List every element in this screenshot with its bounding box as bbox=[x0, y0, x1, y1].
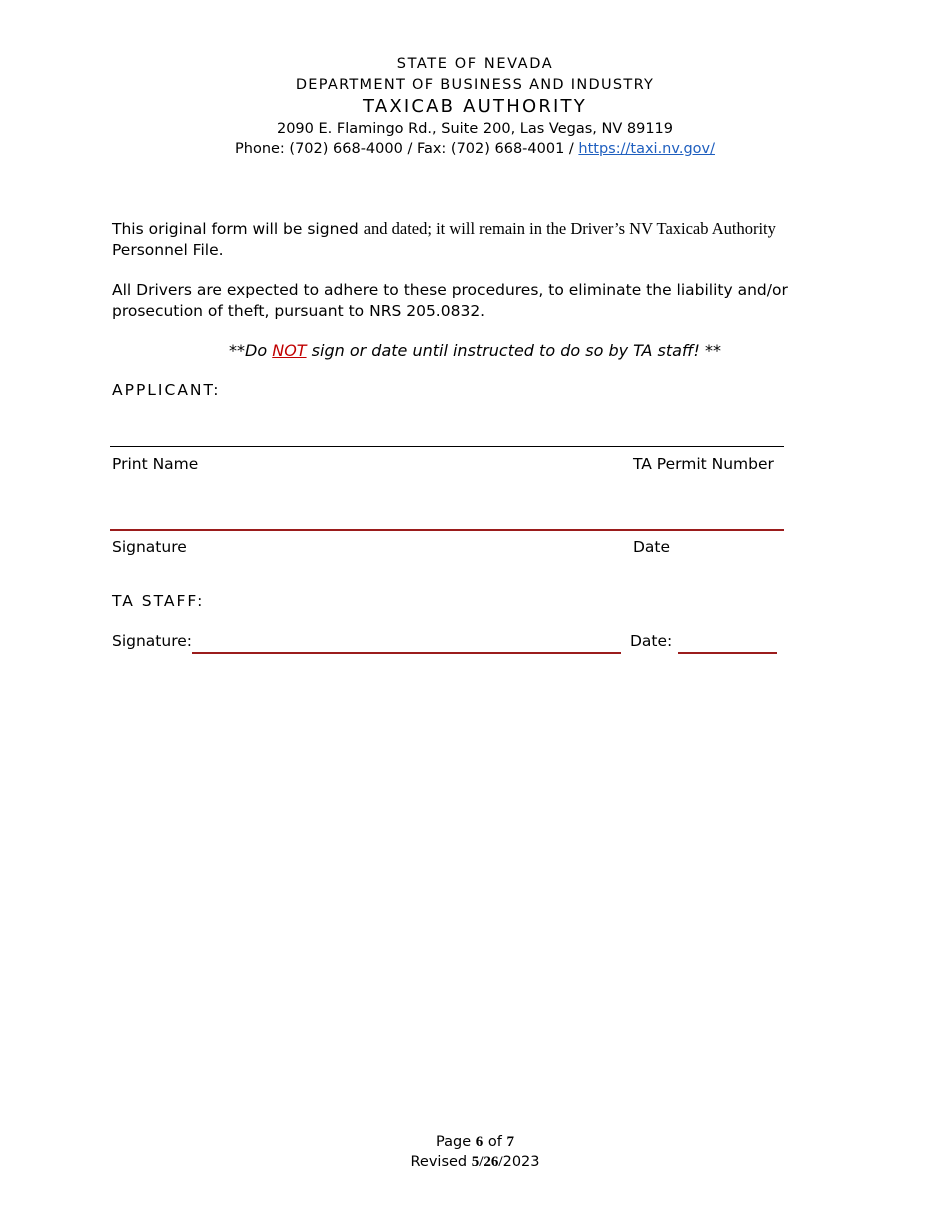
page-number bbox=[0, 1134, 950, 1151]
header-agency: TAXICAB AUTHORITY bbox=[363, 96, 587, 117]
staff-signature-label: Signature: bbox=[112, 632, 192, 650]
revised-month-day: 5/26/ bbox=[471, 1154, 503, 1170]
notice-prefix: **Do bbox=[229, 341, 273, 360]
header-phone-fax: Phone: (702) 668-4000 / Fax: (702) 668-4001 / bbox=[235, 141, 579, 157]
staff-date-label: Date: bbox=[630, 632, 673, 650]
print-name-line[interactable] bbox=[110, 446, 784, 447]
staff-heading: TA STAFF: bbox=[112, 592, 205, 610]
header-contact bbox=[0, 141, 950, 157]
page-total: 7 bbox=[506, 1134, 514, 1150]
applicant-heading: APPLICANT: bbox=[112, 381, 221, 399]
revision-date bbox=[0, 1154, 950, 1171]
header-address: 2090 E. Flamingo Rd., Suite 200, Las Vegas, NV 89119 bbox=[276, 121, 674, 137]
header-state: STATE OF NEVADA bbox=[396, 56, 554, 72]
permit-number-label: TA Permit Number bbox=[633, 455, 774, 473]
intro-text-3: Personnel File. bbox=[112, 241, 224, 259]
applicant-date-label: Date bbox=[633, 538, 671, 556]
staff-date-line[interactable] bbox=[678, 652, 777, 654]
header-department: DEPARTMENT OF BUSINESS AND INDUSTRY bbox=[295, 77, 655, 93]
print-name-label: Print Name bbox=[112, 455, 199, 473]
page-prefix: Page bbox=[436, 1134, 476, 1150]
notice-suffix: sign or date until instructed to do so by TA staff! ** bbox=[306, 341, 721, 360]
applicant-signature-line[interactable] bbox=[110, 529, 784, 531]
intro-paragraph bbox=[112, 218, 852, 261]
procedure-paragraph: All Drivers are expected to adhere to these procedures, to eliminate the liability and/or prosecution of theft, pursuant to NRS 205.0832. bbox=[112, 281, 788, 320]
page-of: of bbox=[483, 1134, 507, 1150]
applicant-signature-label: Signature bbox=[112, 538, 187, 556]
notice-not: NOT bbox=[272, 341, 307, 360]
page-current: 6 bbox=[475, 1134, 484, 1150]
staff-signature-line[interactable] bbox=[192, 652, 621, 654]
intro-text-2: and dated; it will remain in the Driver’s NV Taxicab Authority bbox=[363, 219, 776, 238]
intro-text-1: This original form will be signed bbox=[112, 220, 364, 238]
website-link[interactable]: https://taxi.nv.gov/ bbox=[578, 141, 715, 157]
warning-notice bbox=[0, 341, 950, 360]
revised-year: 2023 bbox=[502, 1154, 540, 1170]
revised-prefix: Revised bbox=[410, 1154, 472, 1170]
